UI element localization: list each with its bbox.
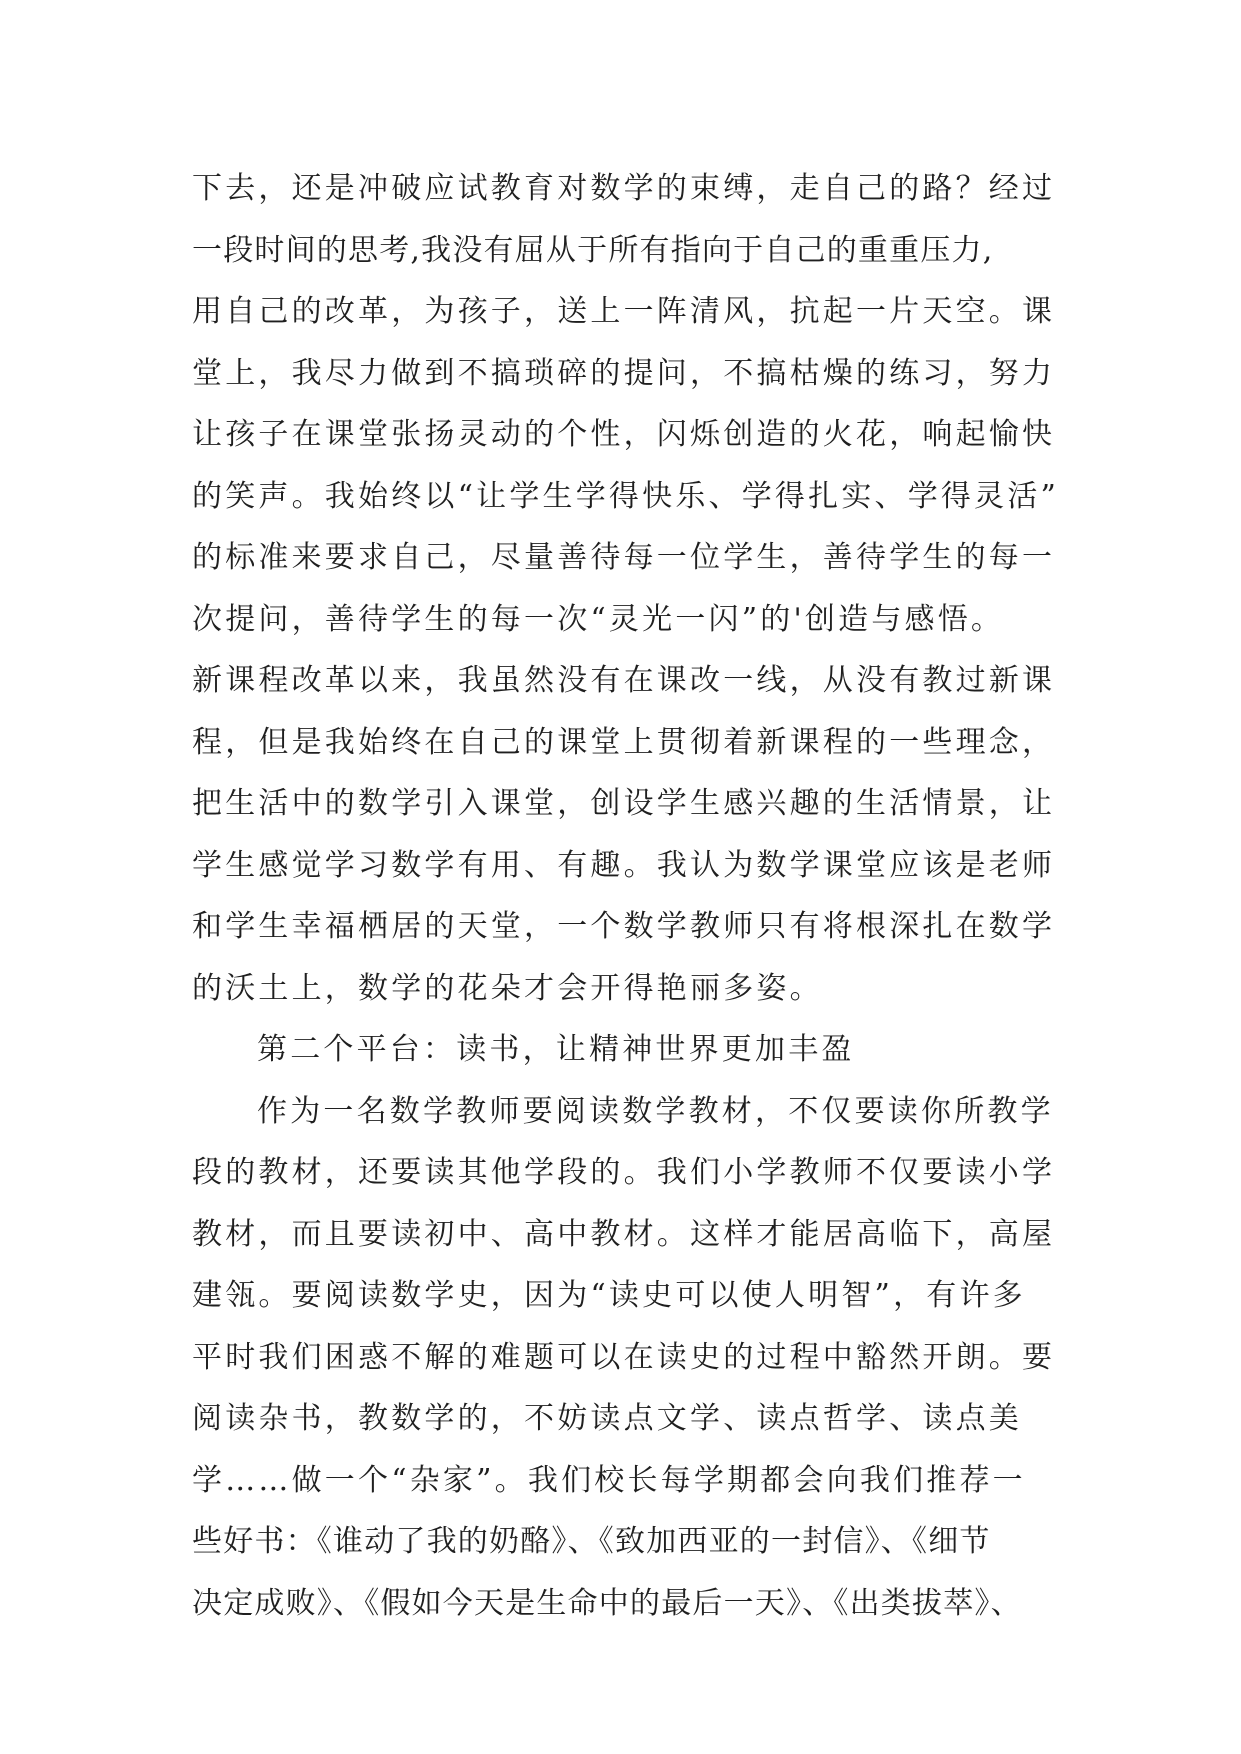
text-line: 段的教材，还要读其他学段的。我们小学教师不仅要读小学 [192, 1155, 1056, 1190]
text-line: 学生感觉学习数学有用、有趣。我认为数学课堂应该是老师 [192, 847, 1056, 883]
body-text [192, 158, 1112, 1634]
text-line: 学……做一个“杂家”。我们校长每学期都会向我们推荐一 [192, 1462, 1026, 1498]
text-line: 和学生幸福栖居的天堂，一个数学教师只有将根深扎在数学 [192, 909, 1056, 944]
text-line: 次提问，善待学生的每一次“灵光一闪”的'创造与感悟。 [192, 601, 1005, 637]
text-line: 的笑声。我始终以“让学生学得快乐、学得扎实、学得灵活” [192, 478, 1060, 514]
text-line: 下去，还是冲破应试教育对数学的束缚，走自己的路？经过 [192, 171, 1056, 206]
text-line: 教材，而且要读初中、高中教材。这样才能居高临下，高屋 [192, 1216, 1056, 1252]
text-line: 一段时间的思考,我没有屈从于所有指向于自己的重重压力, [192, 232, 994, 268]
section-heading: 第二个平台：读书，让精神世界更加丰盈 [257, 1032, 855, 1067]
text-line: 让孩子在课堂张扬灵动的个性，闪烁创造的火花，响起愉快 [192, 417, 1056, 452]
text-line: 些好书：《谁动了我的奶酪》、《致加西亚的一封信》、《细节 [192, 1524, 991, 1559]
text-line: 的标准来要求自己，尽量善待每一位学生，善待学生的每一 [192, 540, 1056, 575]
text-line: 决定成败》、《假如今天是生命中的最后一天》、《出类拔萃》、 [192, 1585, 1022, 1621]
text-line: 程，但是我始终在自己的课堂上贯彻着新课程的一些理念， [192, 724, 1056, 760]
text-line: 的沃土上，数学的花朵才会开得艳丽多姿。 [192, 970, 823, 1006]
text-line: 阅读杂书，教数学的，不妨读点文学、读点哲学、读点美 [192, 1401, 1022, 1436]
text-line: 新课程改革以来，我虽然没有在课改一线，从没有教过新课 [192, 663, 1056, 698]
text-line: 用自己的改革，为孩子，送上一阵清风，抗起一片天空。课 [192, 294, 1056, 329]
text-line: 把生活中的数学引入课堂，创设学生感兴趣的生活情景，让 [192, 786, 1056, 821]
paragraph-first-line: 作为一名数学教师要阅读数学教材，不仅要读你所教学 [257, 1093, 1054, 1129]
text-line: 建瓴。要阅读数学史，因为“读史可以使人明智”，有许多 [192, 1278, 1026, 1313]
text-line: 堂上，我尽力做到不搞琐碎的提问，不搞枯燥的练习，努力 [192, 355, 1056, 391]
text-line: 平时我们困惑不解的难题可以在读史的过程中豁然开朗。要 [192, 1339, 1056, 1375]
